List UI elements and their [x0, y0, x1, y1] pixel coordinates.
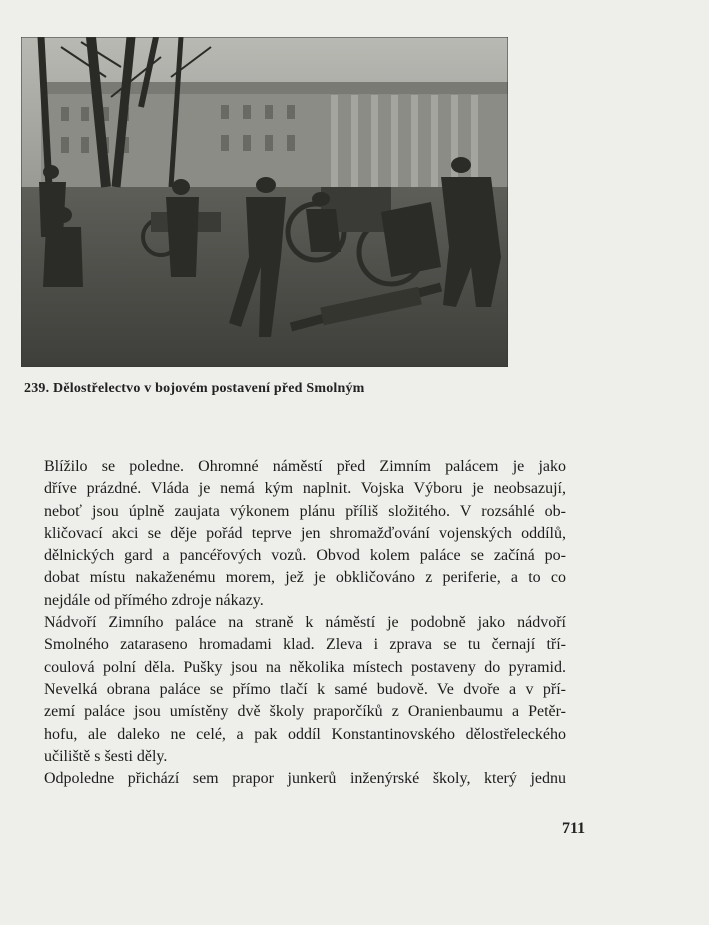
paragraph	[44, 456, 566, 612]
text-line: hofu, ale daleko ne celé, a pak oddíl Konstantinovského dělostřeleckého	[44, 725, 566, 743]
text-line: Nádvoří Zimního paláce na straně k náměstí je podobně jako nádvoří	[44, 614, 566, 632]
figure-caption-text: Dělostřelectvo v bojovém postavení před Smolným	[53, 381, 365, 396]
text-line: neboť jsou úplně zaujata výkonem plánu příliš složitého. V rozsáhlé ob-	[44, 502, 566, 520]
text-line: dělnických gard a pancéřových vozů. Obvod kolem paláce se začíná po-	[44, 547, 566, 565]
text-line: učiliště s šesti děly.	[44, 747, 168, 765]
text-line: dříve prázdné. Vláda je nemá kým naplnit. Vojska Výboru je neobsazují,	[44, 480, 566, 498]
page-number: 711	[562, 820, 586, 837]
figure-caption	[24, 381, 365, 397]
paragraph	[44, 612, 566, 768]
text-line: Odpoledne přichází sem prapor junkerů inženýrské školy, který jednu	[44, 770, 566, 788]
text-line: Smolného zataraseno hromadami klad. Zleva i zprava se tu černají tří-	[44, 636, 566, 654]
body-text	[44, 456, 566, 790]
text-line: coulová polní děla. Pušky jsou na několika místech postaveny do pyramid.	[44, 658, 566, 676]
text-line: kličovací akci se děje pořád teprve jen shromažďování vojenských oddílů,	[44, 524, 566, 542]
text-line: zemí paláce jsou umístěny dvě školy praporčíků z Oranienbaumu a Petěr-	[44, 703, 566, 721]
text-line: nejdále od přímého zdroje nákazy.	[44, 591, 264, 609]
text-line: Blížilo se poledne. Ohromné náměstí před Zimním palácem je jako	[44, 458, 566, 475]
artillery-photo-illustration	[21, 37, 508, 367]
text-line: Nevelká obrana paláce se přímo tlačí k samé budově. Ve dvoře a v pří-	[44, 680, 566, 698]
paragraph	[44, 768, 566, 790]
text-line: dobat místu nakaženému morem, jež je obkličováno z periferie, a to co	[44, 569, 566, 587]
figure-number: 239.	[24, 381, 50, 396]
figure-photo	[21, 37, 508, 367]
